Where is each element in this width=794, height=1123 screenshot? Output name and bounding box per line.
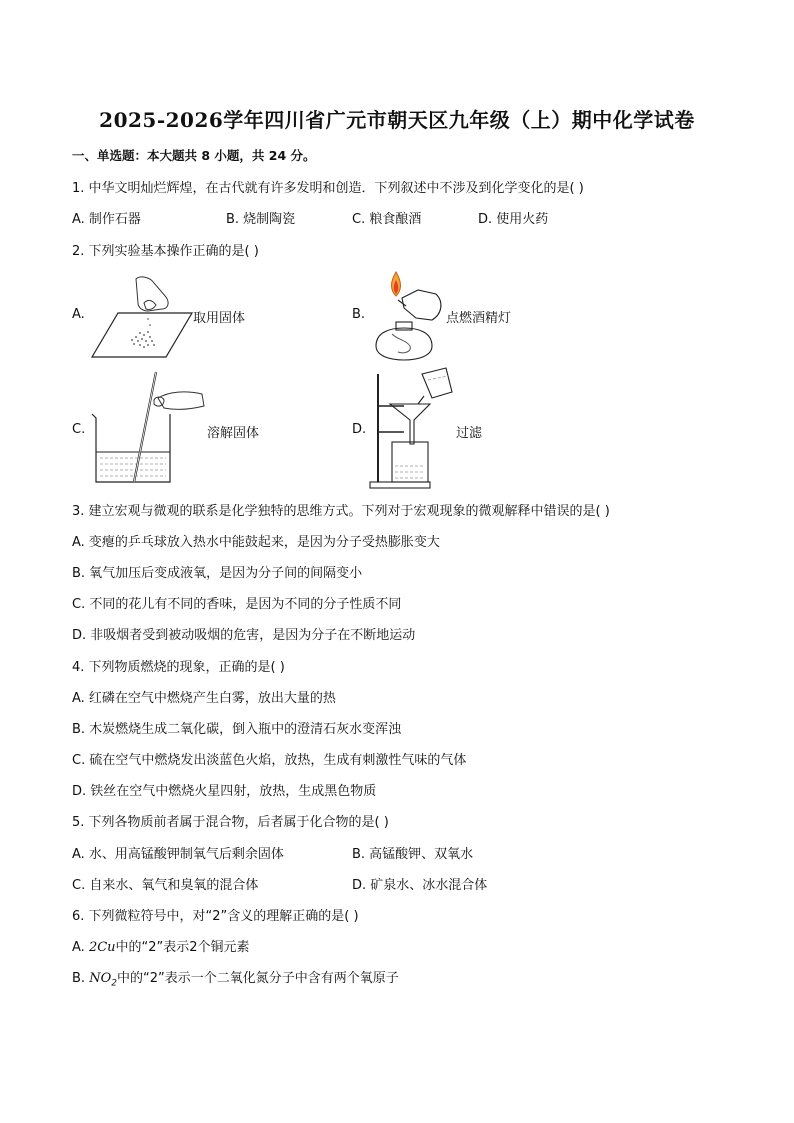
- question-2-option-b-label: 点燃酒精灯: [446, 311, 512, 326]
- question-5-option-b: B. 高锰酸钾、双氧水: [352, 847, 474, 862]
- question-3-option-b: B. 氧气加压后变成液氧，是因为分子间的间隔变小: [72, 566, 363, 581]
- question-2-option-c-letter: C.: [72, 422, 86, 437]
- question-2-option-d-label: 过滤: [456, 426, 483, 441]
- question-6-option-b: [72, 967, 399, 989]
- question-3-option-d: D. 非吸烟者受到被动吸烟的危害，是因为分子在不断地运动: [72, 628, 416, 643]
- question-2-option-d-letter: D.: [352, 422, 367, 437]
- question-3-stem: 3. 建立宏观与微观的联系是化学独特的思维方式。下列对于宏观现象的微观解释中错误的是( ): [72, 504, 610, 519]
- question-6-option-b-prefix: B.: [72, 971, 90, 986]
- question-2-option-c-label: 溶解固体: [207, 426, 260, 441]
- alcohol-lamp-icon: [368, 268, 448, 363]
- question-2-option-a-label: 取用固体: [193, 311, 246, 326]
- question-3-option-a: A. 变瘪的乒乓球放入热水中能鼓起来，是因为分子受热膨胀变大: [72, 535, 440, 550]
- question-6-option-a-text: 中的“2”表示2个铜元素: [115, 940, 250, 955]
- question-1-stem: 1. 中华文明灿烂辉煌，在古代就有许多发明和创造．下列叙述中不涉及到化学变化的是( ): [72, 181, 584, 196]
- filtration-apparatus-icon: [368, 366, 458, 490]
- question-1-option-c: C. 粮食酿酒: [352, 212, 422, 227]
- question-2-option-b-letter: B.: [352, 307, 366, 322]
- question-1-option-a: A. 制作石器: [72, 212, 141, 227]
- question-5-option-a: A. 水、用高锰酸钾制氧气后剩余固体: [72, 847, 284, 862]
- question-1-option-b: B. 烧制陶瓷: [226, 212, 296, 227]
- section-heading: 一、单选题：本大题共 8 小题，共 24 分。: [72, 148, 316, 163]
- question-2-stem: 2. 下列实验基本操作正确的是( ): [72, 244, 259, 259]
- question-1-option-d: D. 使用火药: [478, 212, 549, 227]
- question-4-option-c: C. 硫在空气中燃烧发出淡蓝色火焰，放热，生成有刺激性气味的气体: [72, 753, 467, 768]
- formula-2cu: 2Cu: [88, 940, 116, 955]
- formula-no2: NO: [89, 971, 112, 986]
- question-6-option-a: [72, 936, 250, 955]
- question-2-option-a-letter: A.: [72, 307, 85, 322]
- question-5-option-d: D. 矿泉水、冰水混合体: [352, 878, 488, 893]
- question-5-stem: 5. 下列各物质前者属于混合物，后者属于化合物的是( ): [72, 815, 389, 830]
- question-3-option-c: C. 不同的花儿有不同的香味，是因为不同的分子性质不同: [72, 597, 402, 612]
- beaker-stirring-icon: [88, 370, 208, 490]
- question-4-stem: 4. 下列物质燃烧的现象，正确的是( ): [72, 660, 285, 675]
- question-4-option-a: A. 红磷在空气中燃烧产生白雾，放出大量的热: [72, 691, 336, 706]
- question-4-option-b: B. 木炭燃烧生成二氧化碳，倒入瓶中的澄清石灰水变浑浊: [72, 722, 402, 737]
- question-6-option-a-prefix: A.: [72, 940, 89, 955]
- hand-pouring-powder-icon: [88, 275, 198, 360]
- page-title: 2025-2026学年四川省广元市朝天区九年级（上）期中化学试卷: [99, 108, 695, 132]
- formula-no2-subscript: 2: [111, 978, 117, 989]
- question-6-option-b-text: 中的“2”表示一个二氧化氮分子中含有两个氧原子: [116, 971, 399, 986]
- question-4-option-d: D. 铁丝在空气中燃烧火星四射，放热，生成黑色物质: [72, 784, 377, 799]
- question-5-option-c: C. 自来水、氧气和臭氧的混合体: [72, 878, 259, 893]
- question-6-stem: 6. 下列微粒符号中，对“2”含义的理解正确的是( ): [72, 909, 359, 924]
